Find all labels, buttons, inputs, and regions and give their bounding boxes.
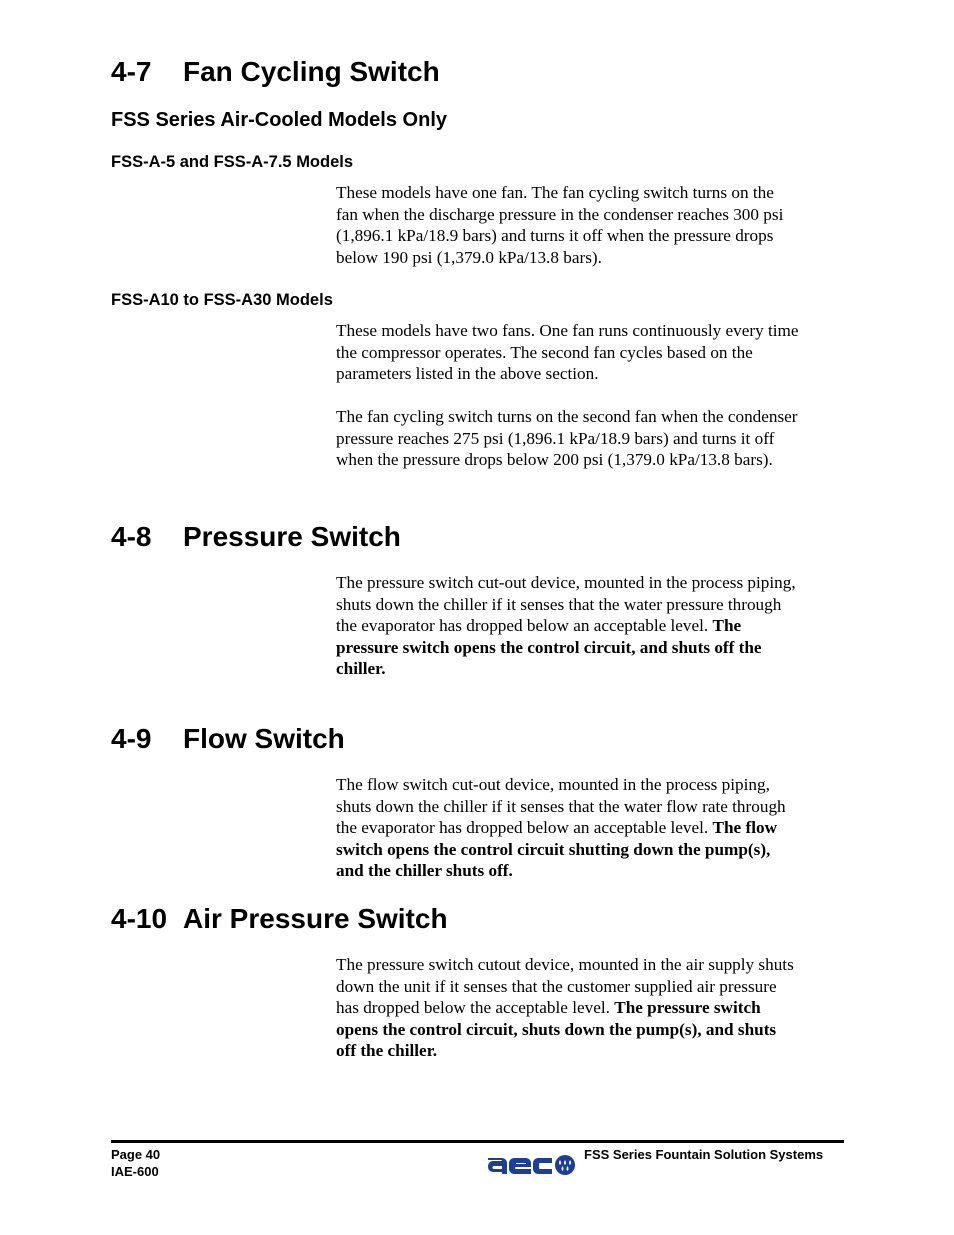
section-number: 4-8	[111, 521, 152, 552]
subsection-title-air-cooled: FSS Series Air-Cooled Models Only	[111, 109, 447, 131]
section-heading-4-9	[111, 723, 345, 755]
paragraph-flow-switch: The flow switch cut-out device, mounted in the process piping, shuts down the chiller if it senses that the water flow rate through the evaporator has dropped below an acceptable level. The flow switch opens the control circuit shutting down the pump(s), and the chiller shuts off.	[336, 775, 786, 881]
paragraph-pressure-switch: The pressure switch cut-out device, mounted in the process piping, shuts down the chiller if it senses that the water pressure through the evaporator has dropped below an acceptable level. The pressure switch opens the control circuit, and shuts off the chiller.	[336, 573, 796, 679]
paragraph-a10-models-1: These models have two fans. One fan runs continuously every time the compressor operates. The second fan cycles based on the parameters listed in the above section.	[336, 321, 799, 384]
section-number: 4-7	[111, 56, 152, 87]
section-title: Flow Switch	[183, 723, 345, 754]
section-heading-4-7	[111, 56, 440, 88]
footer-left	[111, 1146, 160, 1180]
models-heading-a5: FSS-A-5 and FSS-A-7.5 Models	[111, 153, 354, 171]
section-heading-4-8	[111, 521, 401, 553]
models-heading-a10: FSS-A10 to FSS-A30 Models	[111, 291, 333, 309]
aec-logo	[486, 1148, 576, 1176]
section-heading-4-10	[111, 903, 448, 935]
footer-rule	[111, 1140, 844, 1143]
section-number: 4-9	[111, 723, 152, 754]
page-number: Page 40	[111, 1147, 161, 1162]
section-title: Pressure Switch	[183, 521, 401, 552]
section-title: Fan Cycling Switch	[183, 56, 440, 87]
document-id: IAE-600	[111, 1164, 159, 1179]
section-title: Air Pressure Switch	[183, 903, 448, 934]
section-number: 4-10	[111, 903, 168, 934]
paragraph-a10-models-2: The fan cycling switch turns on the second fan when the condenser pressure reaches 275 psi (1,896.1 kPa/18.9 bars) and turns it off when the pressure drops below 200 psi (1,379.0 kPa/13.8 bars).	[336, 407, 798, 470]
series-title: FSS Series Fountain Solution Systems	[584, 1147, 824, 1162]
paragraph-a5-models: These models have one fan. The fan cycling switch turns on the fan when the discharge pressure in the condenser reaches 300 psi (1,896.1 kPa/18.9 bars) and turns it off when the pressure drops below 190 psi (1,379.0 kPa/13.8 bars).	[336, 183, 784, 267]
paragraph-air-pressure-switch: The pressure switch cutout device, mounted in the air supply shuts down the unit if it senses that the customer supplied air pressure has dropped below the acceptable level. The pressure switch opens the control circuit, shuts down the pump(s), and shuts off the chiller.	[336, 955, 794, 1061]
